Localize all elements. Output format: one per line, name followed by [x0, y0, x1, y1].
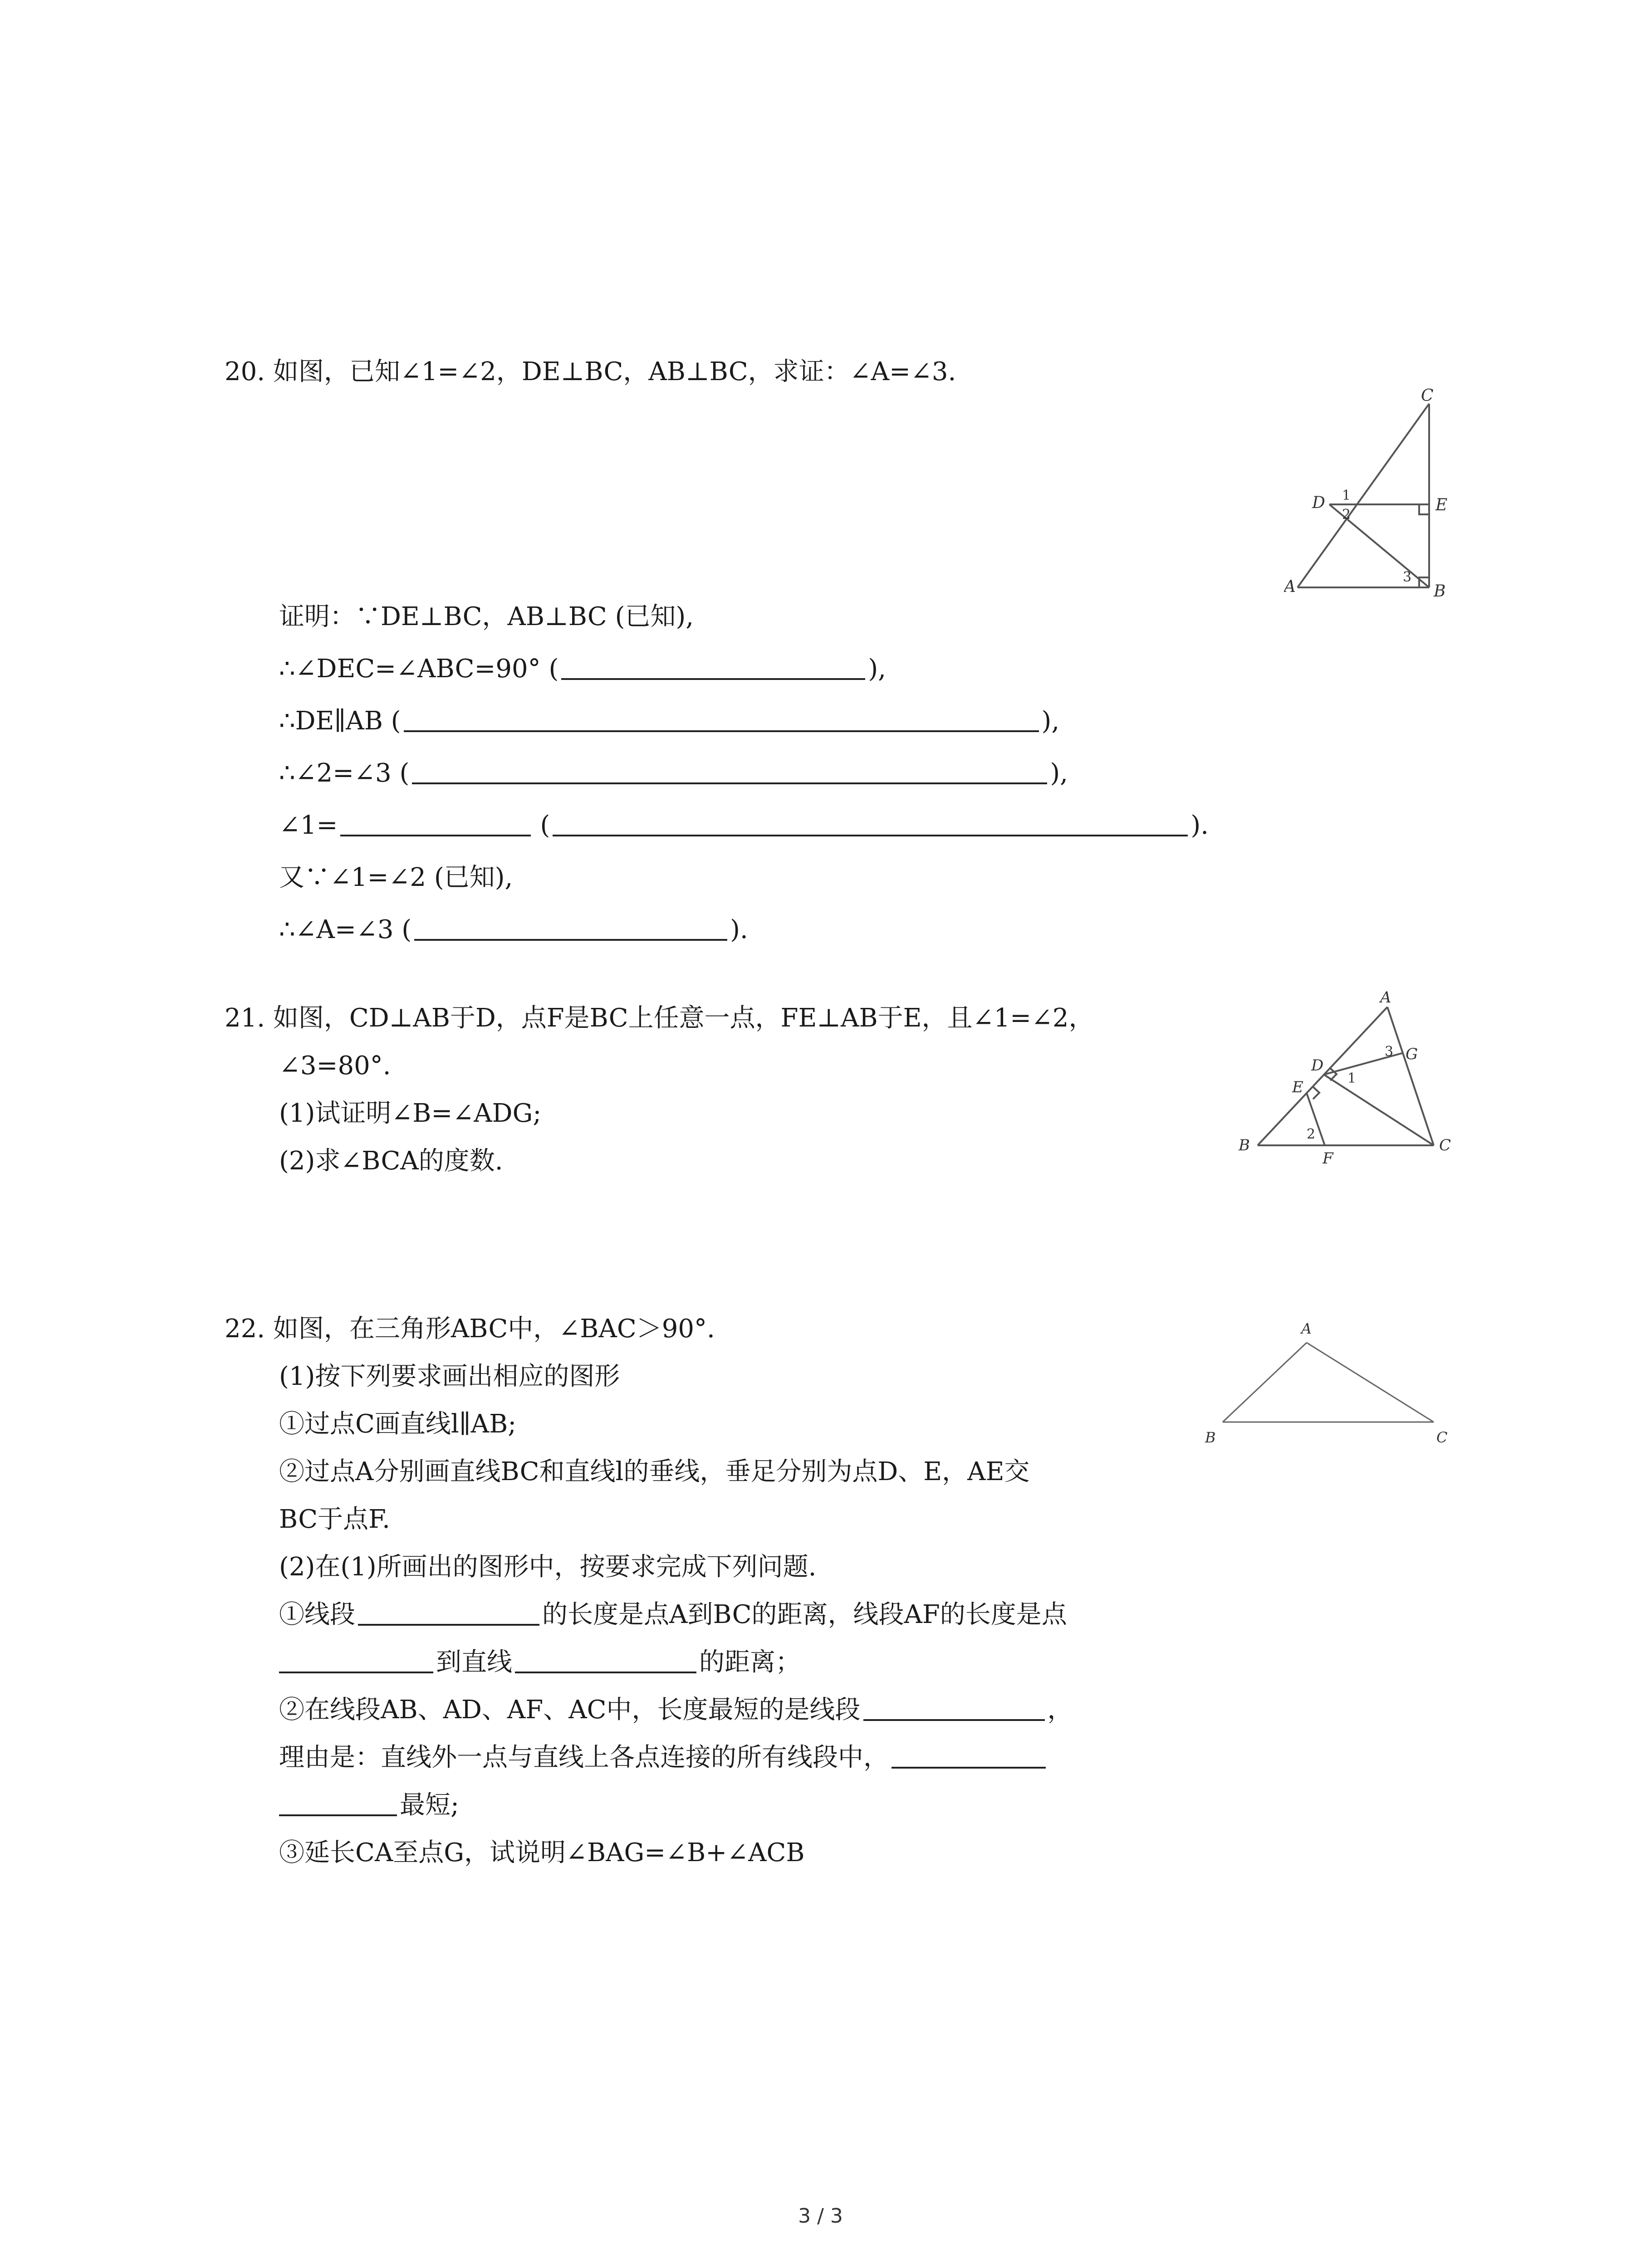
q22-part-1: (1)按下列要求画出相应的图形	[279, 1362, 620, 1391]
q22-part-2c: ③延长CA至点G，试说明∠BAG=∠B+∠ACB	[279, 1838, 805, 1867]
q20-label-3: 3	[1403, 569, 1412, 585]
answer-blank[interactable]	[358, 1599, 539, 1626]
q20-label-1: 1	[1342, 488, 1351, 503]
q22-part-2b-line-3: 最短;	[279, 1787, 459, 1823]
q22-label-C: C	[1436, 1429, 1448, 1446]
q22-part-2b-line-2: 理由是：直线外一点与直线上各点连接的所有线段中，	[279, 1740, 1048, 1776]
q22-label-B: B	[1205, 1429, 1216, 1446]
q21-label-3: 3	[1385, 1044, 1394, 1060]
q20-proof-line-7: ∴∠A=∠3 ( ).	[279, 915, 748, 944]
q22-part-2a-line-1: ①线段 的长度是点A到BC的距离，线段AF的长度是点	[279, 1600, 1067, 1629]
q20-label-C: C	[1421, 386, 1434, 405]
q21-label-G: G	[1406, 1045, 1418, 1063]
q20-label-D: D	[1312, 494, 1325, 512]
q20-proof-line-3: ∴DE∥AB ( ),	[279, 706, 1060, 736]
q22-part-2: (2)在(1)所画出的图形中，按要求完成下列问题.	[279, 1552, 817, 1582]
q21-label-1: 1	[1347, 1070, 1357, 1086]
answer-blank[interactable]	[414, 914, 727, 941]
q21-label-2: 2	[1307, 1126, 1316, 1142]
q21-stem-line-1: 21. 如图，CD⊥AB于D，点F是BC上任意一点，FE⊥AB于E，且∠1=∠2，	[225, 1003, 1094, 1033]
q22-part-2a-line-2: 到直线 的距离；	[279, 1644, 801, 1681]
q21-label-E: E	[1292, 1078, 1303, 1096]
q22-part-1b: ②过点A分别画直线BC和直线l的垂线，垂足分别为点D、E，AE交	[279, 1457, 1030, 1486]
q21-part-2: (2)求∠BCA的度数.	[279, 1146, 503, 1176]
q20-proof-line-4: ∴∠2=∠3 ( ),	[279, 758, 1068, 788]
page-number: 3 / 3	[798, 2204, 843, 2228]
q20-proof-line-2: ∴∠DEC=∠ABC=90° ( ),	[279, 654, 886, 684]
q22-part-1b-cont: BC于点F.	[279, 1505, 390, 1534]
q20-label-E: E	[1435, 496, 1448, 514]
answer-blank[interactable]	[863, 1695, 1045, 1721]
q22-part-1a: ①过点C画直线l∥AB;	[279, 1409, 517, 1439]
q21-label-F: F	[1323, 1149, 1333, 1168]
answer-blank[interactable]	[279, 1647, 433, 1673]
q21-part-1: (1)试证明∠B=∠ADG;	[279, 1099, 542, 1128]
answer-blank[interactable]	[892, 1742, 1046, 1769]
q22-label-A: A	[1301, 1320, 1312, 1337]
q22-figure	[1202, 1315, 1456, 1452]
q21-label-B: B	[1239, 1136, 1250, 1154]
answer-blank[interactable]	[412, 758, 1047, 784]
q20-stem: 20. 如图，已知∠1=∠2，DE⊥BC，AB⊥BC，求证：∠A=∠3.	[225, 357, 956, 386]
answer-blank[interactable]	[561, 654, 865, 680]
q21-label-A: A	[1380, 989, 1391, 1007]
q20-proof-line-5: ∠1= ( ).	[279, 811, 1209, 840]
answer-blank[interactable]	[515, 1647, 696, 1673]
q21-stem-line-2: ∠3=80°.	[279, 1051, 391, 1080]
answer-blank[interactable]	[279, 1790, 397, 1816]
q20-figure	[1284, 386, 1465, 599]
q21-figure	[1234, 989, 1465, 1170]
q20-proof-line-6: 又∵∠1=∠2 (已知),	[279, 863, 513, 892]
q21-label-C: C	[1439, 1136, 1451, 1154]
q20-label-2: 2	[1342, 507, 1351, 523]
q20-label-B: B	[1434, 582, 1446, 599]
answer-blank[interactable]	[553, 810, 1188, 836]
answer-blank[interactable]	[404, 706, 1039, 732]
q22-part-2b-line-1: ②在线段AB、AD、AF、AC中，长度最短的是线段 ，	[279, 1695, 1073, 1725]
answer-blank[interactable]	[340, 810, 531, 836]
q22-stem: 22. 如图，在三角形ABC中，∠BAC＞90°.	[225, 1314, 715, 1344]
q21-label-D: D	[1311, 1056, 1324, 1075]
q20-label-A: A	[1284, 577, 1296, 596]
q20-proof-line-1: 证明：∵DE⊥BC，AB⊥BC (已知),	[279, 602, 694, 631]
